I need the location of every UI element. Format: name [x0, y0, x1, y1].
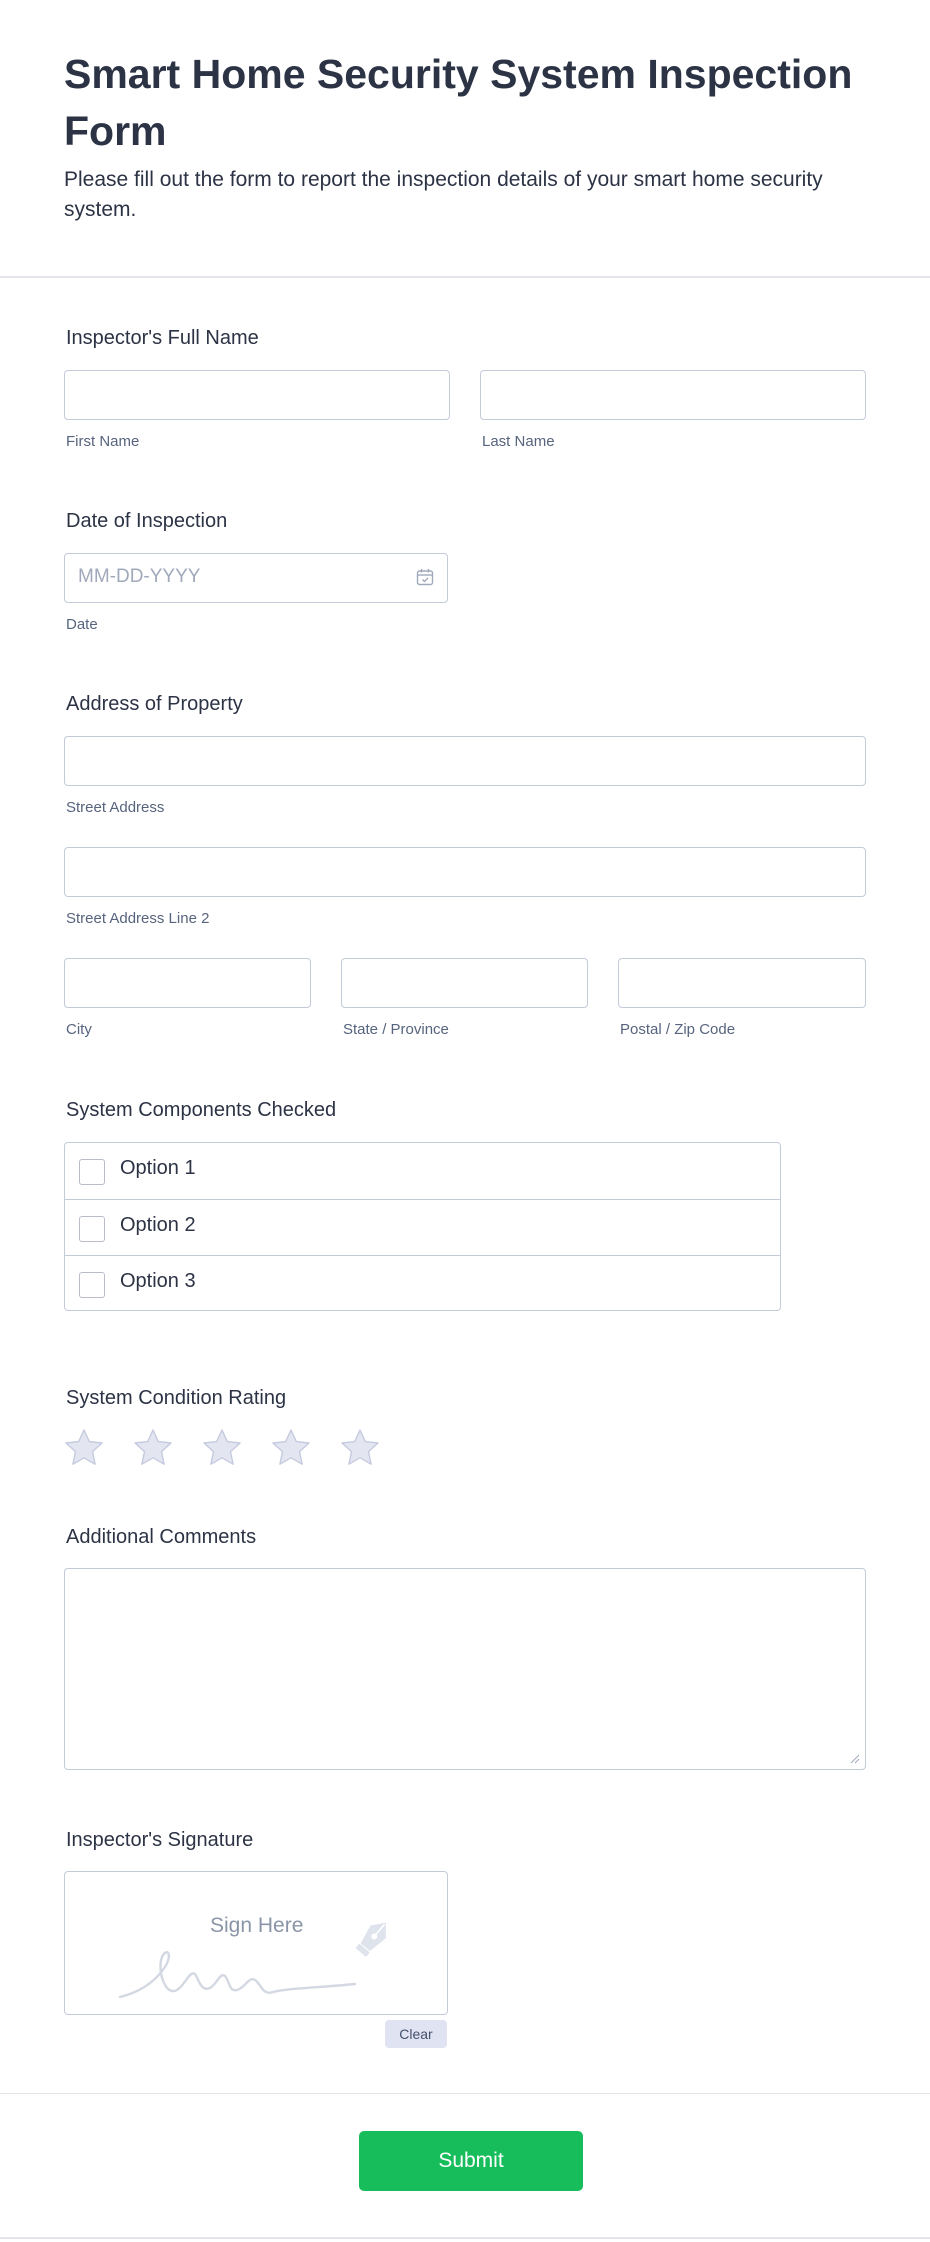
- form-subtitle: Please fill out the form to report the inspection details of your smart home security system.: [64, 168, 823, 221]
- submit-button[interactable]: Submit: [359, 2131, 583, 2191]
- star-icon[interactable]: [271, 1428, 311, 1468]
- pen-nib-icon: [349, 1914, 397, 1962]
- address-label: Address of Property: [66, 693, 243, 715]
- checkbox-option-label: Option 1: [120, 1157, 196, 1179]
- form-header: [0, 0, 930, 278]
- state-sublabel: State / Province: [343, 1021, 449, 1038]
- street-address-line2-sublabel: Street Address Line 2: [66, 910, 210, 927]
- last-name-sublabel: Last Name: [482, 433, 555, 450]
- zip-sublabel: Postal / Zip Code: [620, 1021, 736, 1038]
- first-name-input[interactable]: [64, 370, 450, 420]
- calendar-icon[interactable]: [416, 568, 434, 586]
- street-address-line2-input[interactable]: [64, 847, 866, 897]
- signature-pad[interactable]: [64, 1871, 448, 2015]
- footer-divider: [0, 2093, 930, 2094]
- first-name-sublabel: First Name: [66, 433, 140, 450]
- last-name-input[interactable]: [480, 370, 866, 420]
- checkbox[interactable]: [79, 1216, 105, 1242]
- zip-input[interactable]: [618, 958, 866, 1008]
- components-checklist: [64, 1142, 781, 1311]
- checkbox-option-label: Option 2: [120, 1214, 196, 1236]
- checkbox-option-label: Option 3: [120, 1270, 196, 1292]
- checkbox[interactable]: [79, 1272, 105, 1298]
- date-placeholder: MM-DD-YYYY: [78, 566, 201, 587]
- comments-label: Additional Comments: [66, 1526, 257, 1548]
- signature-placeholder: Sign Here: [210, 1914, 304, 1937]
- bottom-divider: [0, 2237, 930, 2239]
- rating-label: System Condition Rating: [66, 1387, 287, 1409]
- state-input[interactable]: [341, 958, 588, 1008]
- star-icon[interactable]: [133, 1428, 173, 1468]
- date-input[interactable]: [64, 553, 448, 603]
- checkbox-option[interactable]: [65, 1255, 780, 1311]
- form-title: Smart Home Security System Inspection Form: [64, 51, 853, 154]
- checkbox-option[interactable]: [65, 1199, 780, 1255]
- signature-label: Inspector's Signature: [66, 1829, 254, 1851]
- star-icon[interactable]: [340, 1428, 380, 1468]
- street-address-input[interactable]: [64, 736, 866, 786]
- city-input[interactable]: [64, 958, 311, 1008]
- components-label: System Components Checked: [66, 1099, 337, 1121]
- checkbox-option[interactable]: [65, 1143, 780, 1199]
- checkbox[interactable]: [79, 1159, 105, 1185]
- resize-handle-icon[interactable]: [850, 1754, 860, 1764]
- street-address-sublabel: Street Address: [66, 799, 165, 816]
- star-icon[interactable]: [64, 1428, 104, 1468]
- city-sublabel: City: [66, 1021, 92, 1038]
- comments-textarea[interactable]: [64, 1568, 866, 1770]
- clear-signature-button[interactable]: Clear: [385, 2020, 447, 2048]
- inspector-name-label: Inspector's Full Name: [66, 327, 259, 349]
- star-icon[interactable]: [202, 1428, 242, 1468]
- inspection-date-label: Date of Inspection: [66, 510, 228, 532]
- date-sublabel: Date: [66, 616, 98, 633]
